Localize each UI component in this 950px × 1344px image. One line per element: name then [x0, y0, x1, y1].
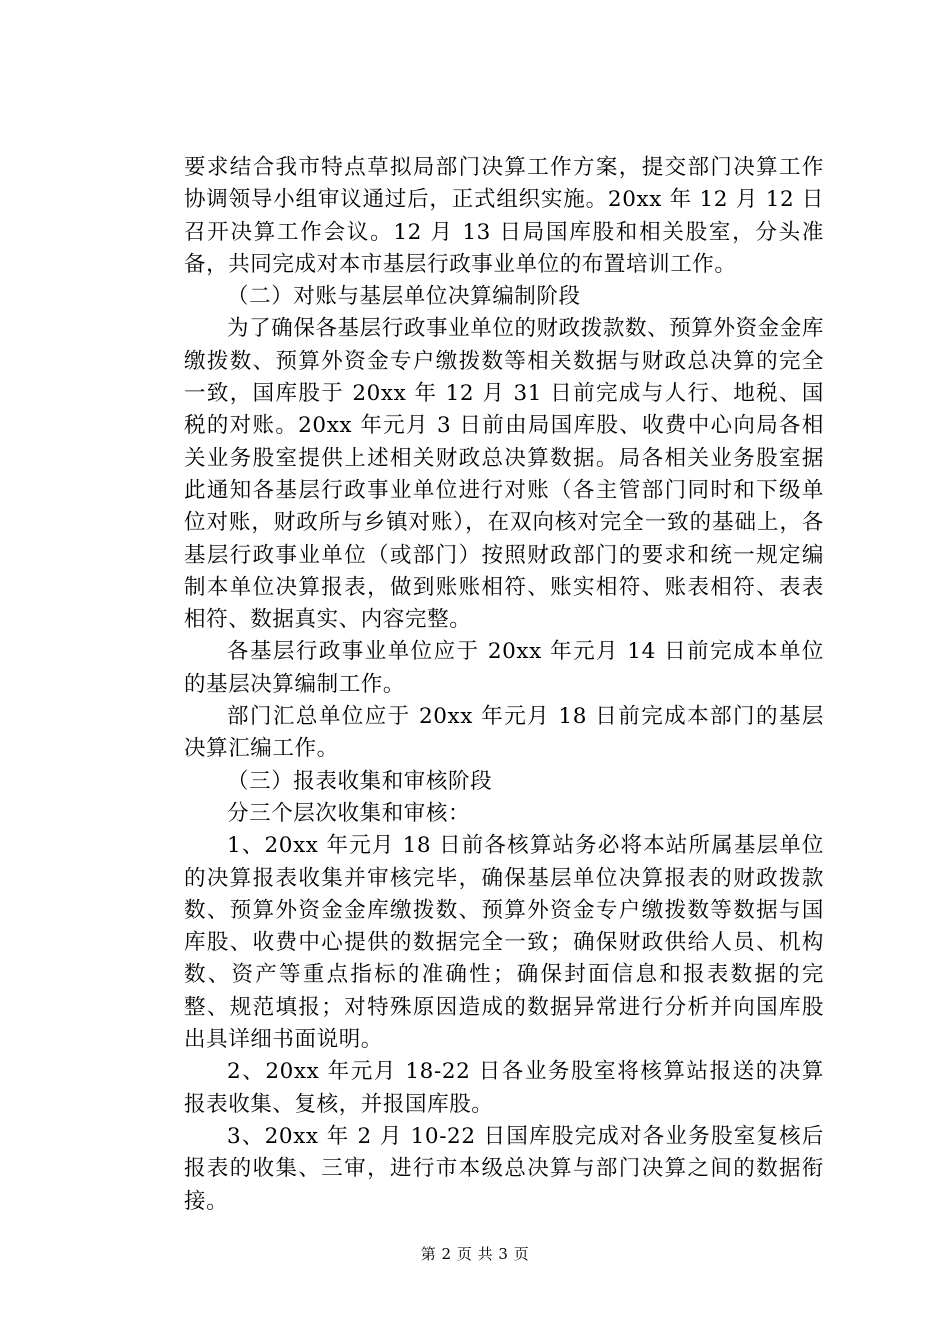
paragraph-continuation: 要求结合我市特点草拟局部门决算工作方案，提交部门决算工作协调领导小组审议通过后，正式组织实施。20xx 年 12 月 12 日召开决算工作会议。12 月 13 日局国库股和相关股室，分头准备，共同完成对本市基层行政事业单位的布置培训工作。 [184, 155, 824, 277]
list-item-3: 3、20xx 年 2 月 10-22 日国库股完成对各业务股室复核后报表的收集、三审，进行市本级总决算与部门决算之间的数据衔接。 [184, 1123, 824, 1214]
paragraph-department-deadline: 部门汇总单位应于 20xx 年元月 18 日前完成本部门的基层决算汇编工作。 [184, 704, 824, 762]
paragraph-unit-deadline: 各基层行政事业单位应于 20xx 年元月 14 日前完成本单位的基层决算编制工作。 [184, 639, 824, 697]
document-body [184, 152, 824, 1218]
section-heading-two: （二）对账与基层单位决算编制阶段 [227, 284, 581, 310]
list-item-2: 2、20xx 年元月 18-22 日各业务股室将核算站报送的决算报表收集、复核，并报国库股。 [184, 1059, 824, 1117]
section-heading-three: （三）报表收集和审核阶段 [227, 768, 493, 794]
paragraph-reconciliation: 为了确保各基层行政事业单位的财政拨款数、预算外资金金库缴拨数、预算外资金专户缴拨数等相关数据与财政总决算的完全一致，国库股于 20xx 年 12 月 31 日前完成与人行、地税、国税的对账。20xx 年元月 3 日前由局国库股、收费中心向局各相关业务股室提供上述相关财政总决算数据。局各相关业务股室据此通知各基层行政事业单位进行对账（各主管部门同时和下级单位对账，财政所与乡镇对账），在双向核对完全一致的基础上，各基层行政事业单位（或部门）按照财政部门的要求和统一规定编制本单位决算报表，做到账账相符、账实相符、账表相符、表表相符、数据真实、内容完整。 [184, 316, 824, 633]
paragraph-levels-intro: 分三个层次收集和审核： [227, 800, 471, 826]
page-footer: 第 2 页 共 3 页 [420, 1245, 530, 1263]
list-item-1: 1、20xx 年元月 18 日前各核算站务必将本站所属基层单位的决算报表收集并审核完毕，确保基层单位决算报表的财政拨款数、预算外资金金库缴拨数、预算外资金专户缴拨数等数据与国库股、收费中心提供的数据完全一致；确保财政供给人员、机构数、资产等重点指标的准确性；确保封面信息和报表数据的完整、规范填报；对特殊原因造成的数据异常进行分析并向国库股出具详细书面说明。 [184, 833, 824, 1053]
